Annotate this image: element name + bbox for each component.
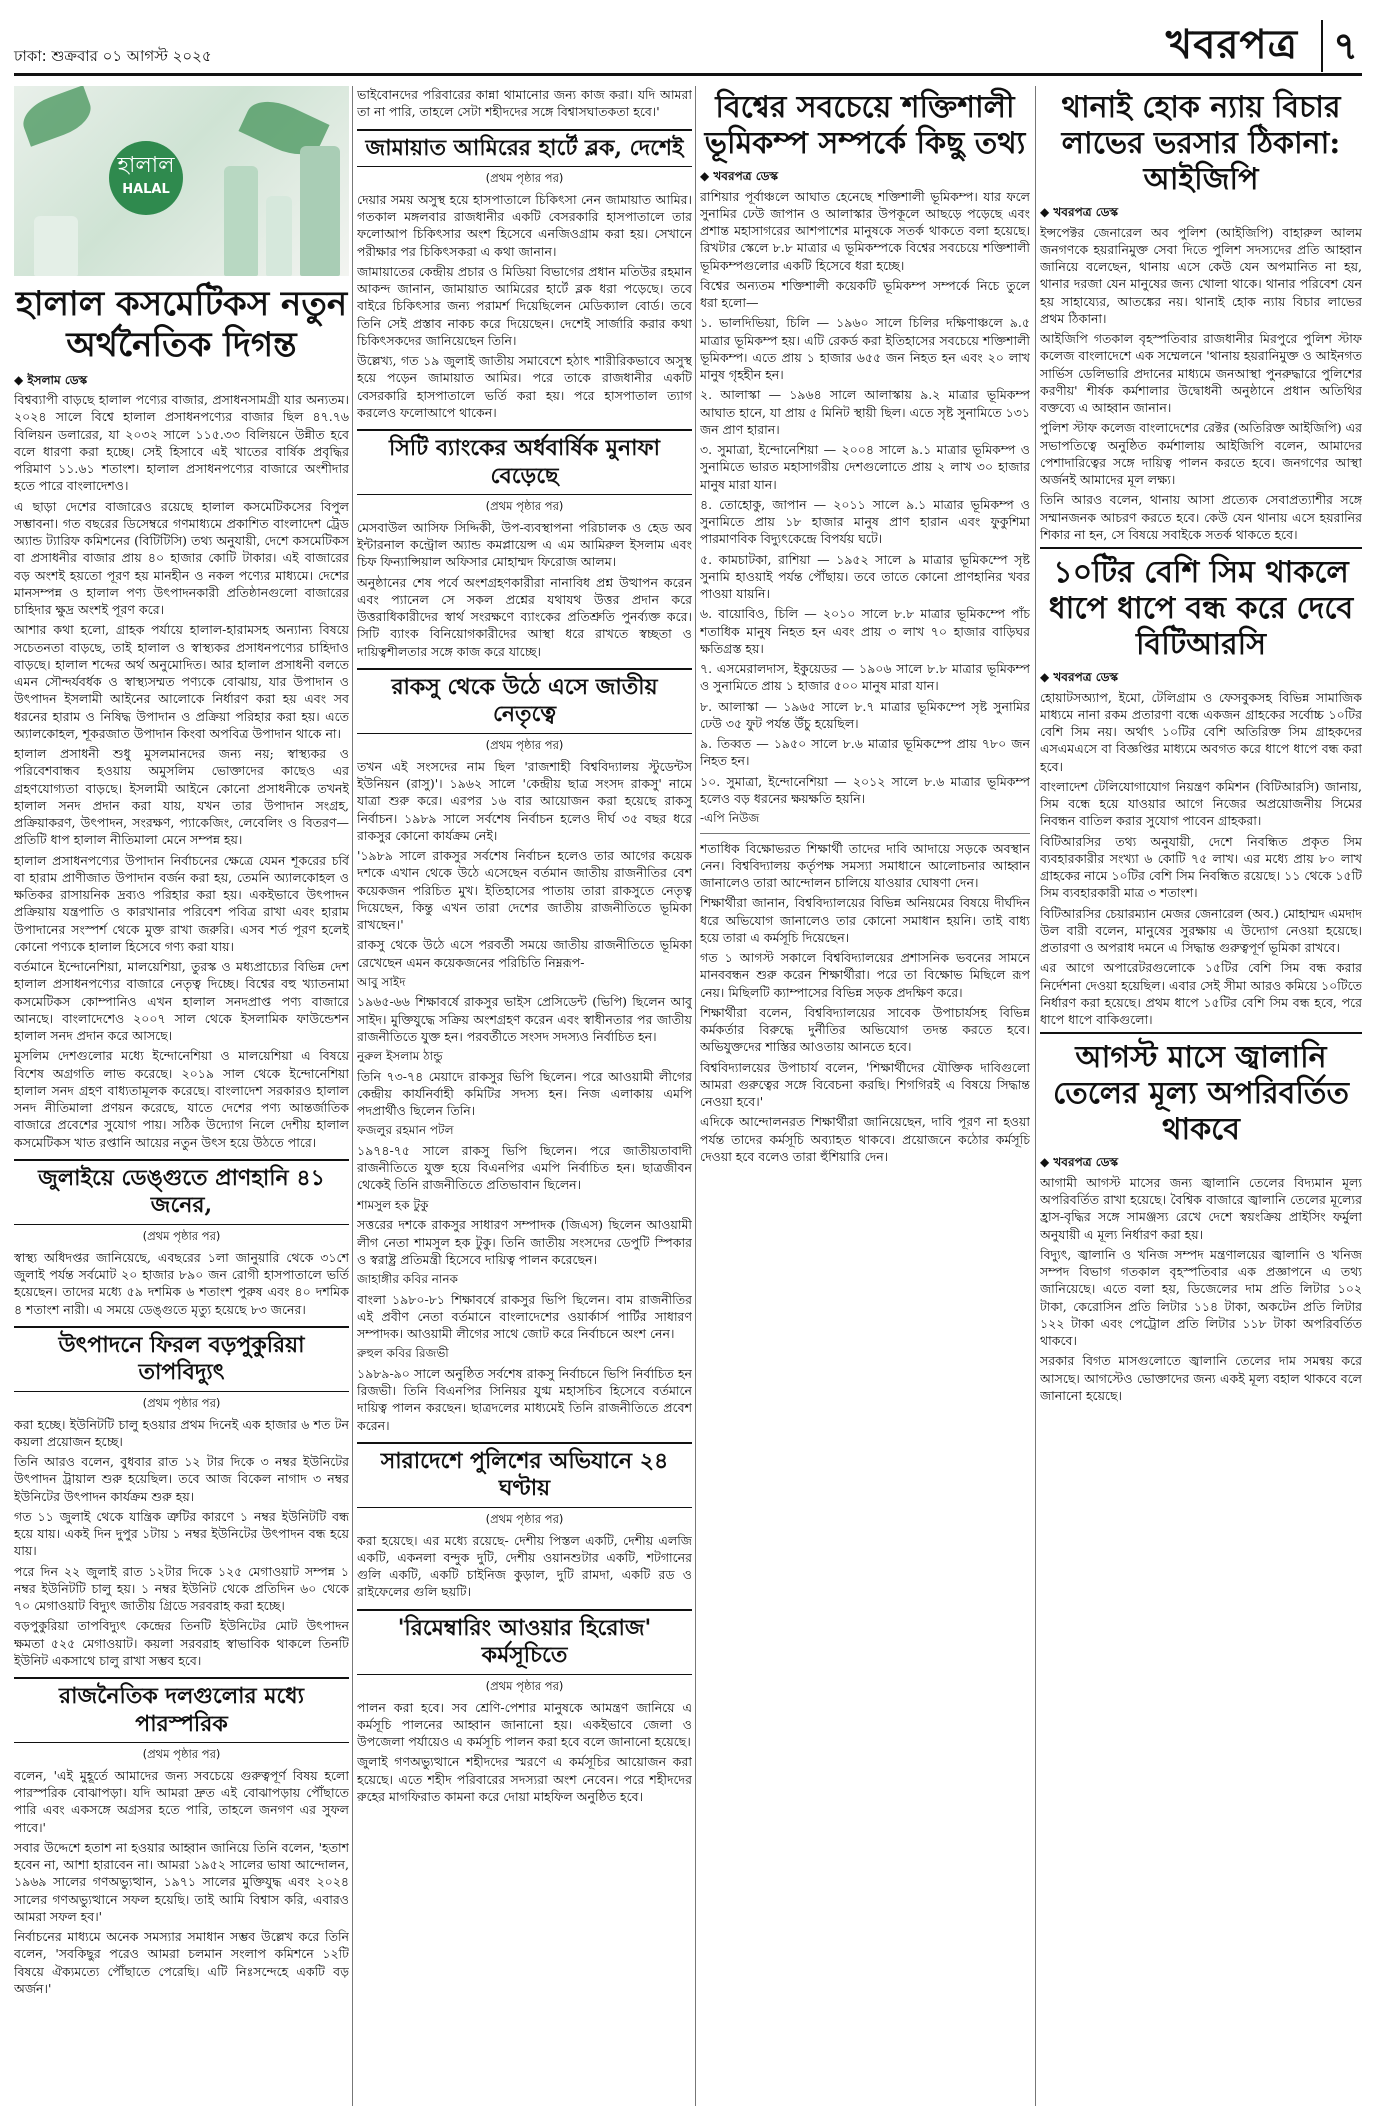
list-item: ৬. বায়োবিও, চিলি — ২০১০ সালে ৮.৮ মাত্রার ভূমিকম্পে পাঁচ শতাধিক মানুষ নিহত হন এবং প্রায় ৩ লাখ ৭০ হাজার বাড়িঘর ক্ষতিগ্রস্ত হয়।: [700, 606, 1030, 656]
article-paragraph: উল্লেখ্য, গত ১৯ জুলাই জাতীয় সমাবেশে হঠাৎ শারীরিকভাবে অসুস্থ হয়ে পড়েন জামায়াত আমির। পরে তাকে রাজধানীর একটি বেসরকারি হাসপাতালে ভর্তি করা হয়। পরে হাসপাতাল ত্যাগ করলেও ফলোআপে থাকেন।: [357, 353, 692, 420]
person-name: রুহুল কবির রিজভী: [357, 1346, 449, 1361]
article-paragraph: জুলাই গণঅভ্যুত্থানে শহীদদের স্মরণে এ কর্মসূচির আয়োজন করা হয়েছে। এতে শহীদ পরিবারের সদস্যরা অংশ নেবেন। পরে শহীদদের রুহের মাগফিরাত কামনা করে দোয়া মাহফিল অনুষ্ঠিত হবে।: [357, 1754, 692, 1804]
bottle-shape: [300, 146, 340, 276]
list-item: ২. আলাস্কা — ১৯৬৪ সালে আলাস্কায় ৯.২ মাত্রার ভূমিকম্প আঘাত হানে, যা প্রায় ৫ মিনিট স্থায়ী ছিল। এতে সৃষ্ট সুনামিতে ১৩১ জন প্রাণ হারান।: [700, 387, 1030, 437]
article-paragraph: বাংলাদেশ টেলিযোগাযোগ নিয়ন্ত্রণ কমিশন (বিটিআরসি) জানায়, সিম বন্ধে হয়ে যাওয়ার আগে নিজের অপ্রয়োজনীয় সিমের নিবন্ধন বাতিল করার সুযোগ পাবেন গ্রাহকরা।: [1040, 778, 1362, 829]
article-paragraph: রাশিয়ার পূর্বাঞ্চলে আঘাত হেনেছে শক্তিশালী ভূমিকম্প। যার ফলে সুনামির ঢেউ জাপান ও আলাস্কার উপকূলে আছড়ে পড়েছে এবং প্রশান্ত মহাসাগরের আশপাশের মানুষকে সতর্ক থাকতে বলা হয়েছে। রিখটার স্কেলে ৮.৮ মাত্রার এ ভূমিকম্পকে বিশ্বের সবচেয়ে শক্তিশালী ভূমিকম্পগুলোর একটি হিসেবে ধরা হচ্ছে।: [700, 188, 1030, 273]
article-paragraph: বর্তমানে ইন্দোনেশিয়া, মালয়েশিয়া, তুরস্ক ও মধ্যপ্রাচ্যের বিভিন্ন দেশ হালাল প্রসাধনপণ্যের বাজারে নেতৃত্ব দিচ্ছে। বিশ্বের বহু খ্যাতনামা কসমেটিকস কোম্পানিও এখন হালাল সনদপ্রাপ্ত পণ্য বাজারে আনছে। বাংলাদেশেও ২০০৭ সাল থেকে ইসলামিক ফাউন্ডেশন হালাল সনদ প্রদান করে আসছে।: [14, 959, 349, 1044]
article-paragraph: শিক্ষার্থীরা জানান, বিশ্ববিদ্যালয়ের বিভিন্ন অনিয়মের বিষয়ে দীর্ঘদিন ধরে অভিযোগ জানালেও তার কোনো সমাধান হয়নি। তাই বাধ্য হয়ে তারা এ কর্মসূচি দিয়েছেন।: [700, 895, 1030, 945]
article-paragraph: হালাল প্রসাধনপণ্যের উপাদান নির্বাচনের ক্ষেত্রে যেমন শূকরের চর্বি বা হারাম প্রাণীজাত উপাদান বর্জন করা হয়, তেমনি অ্যালকোহল ও ক্ষতিকর রাসায়নিক দ্রব্যও পরিহার করা হয়। একইভাবে উৎপাদন প্রক্রিয়ায় যন্ত্রপাতি ও কারখানার পরিবেশ পবিত্র রাখা এবং হারাম উপাদানের সংস্পর্শ থেকে মুক্ত রাখা জরুরি। এসব শর্ত পূরণ হলেই কোনো পণ্যকে হালাল হিসেবে গণ্য করা যায়।: [14, 852, 349, 954]
article-paragraph: শতাধিক বিক্ষোভরত শিক্ষার্থী তাদের দাবি আদায়ে সড়কে অবস্থান নেন। বিশ্ববিদ্যালয় কর্তৃপক্ষ সমস্যা সমাধানে আলোচনার আহ্বান জানালেও তারা আন্দোলন চালিয়ে যাওয়ার ঘোষণা দেন।: [700, 840, 1030, 891]
article-paragraph: জামায়াতের কেন্দ্রীয় প্রচার ও মিডিয়া বিভাগের প্রধান মতিউর রহমান আকন্দ জানান, জামায়াত আমিরের হার্টে ব্লক ধরা পড়েছে। তবে বাইরে চিকিৎসার জন্য পরামর্শ দিয়েছিলেন মেডিক্যাল বোর্ড। তবে তিনি সেই প্রস্তাব নাকচ করে দিয়েছেন। দেশেই সার্জারি করার কথা চিকিৎসকদের জানিয়েছেন তিনি।: [357, 263, 692, 348]
desk-credit: ◆ খবরপত্র ডেস্ক: [1040, 205, 1119, 219]
article-paragraph: শিক্ষার্থীরা বলেন, বিশ্ববিদ্যালয়ের সাবেক উপাচার্যসহ বিভিন্ন কর্মকর্তার বিরুদ্ধে দুর্নীতির অভিযোগ তদন্ত করতে হবে। অভিযুক্তদের শাস্তির আওতায় আনতে হবে।: [700, 1004, 1030, 1055]
article-paragraph: এ ছাড়া দেশের বাজারেও রয়েছে হালাল কসমেটিকসের বিপুল সম্ভাবনা। গত বছরের ডিসেম্বরে গণমাধ্যমে প্রকাশিত বাংলাদেশ ট্রেড অ্যান্ড ট্যারিফ কমিশনের (বিটিটিসি) তথ্য অনুযায়ী, দেশে কসমেটিকস বা প্রসাধনীর বাজার প্রায় ৪০ হাজার কোটি টাকার। এই বাজারের বড় অংশই হয়তো পূরণ হয় মানহীন ও নকল পণ্যের মাধ্যমে। দেশের মানসম্পন্ন ও হালাল পণ্য উৎপাদনকারী প্রতিষ্ঠানগুলো বাজারের চাহিদার ক্ষুদ্র অংশই পূরণ করে।: [14, 498, 349, 618]
person-profile: সত্তরের দশকে রাকসুর সাধারণ সম্পাদক (জিএস) ছিলেন আওয়ামী লীগ নেতা শামসুল হক টুকু। তিনি জাতীয় সংসদের ডেপুটি স্পিকার ও স্বরাষ্ট্র প্রতিমন্ত্রী হিসেবে দায়িত্ব পালন করেছেন।: [357, 1217, 692, 1267]
article-paragraph: তিনি আরও বলেন, বুধবার রাত ১২ টার দিকে ৩ নম্বর ইউনিটের উৎপাদন ট্রায়াল শুরু হয়েছিল। তবে আজ বিকেল নাগাদ ৩ নম্বর ইউনিটের উৎপাদন কার্যক্রম শুরু হয়।: [14, 1454, 349, 1504]
article-paragraph: হোয়াটসঅ্যাপ, ইমো, টেলিগ্রাম ও ফেসবুকসহ বিভিন্ন সামাজিক মাধ্যমে নানা রকম প্রতারণা বন্ধে একজন গ্রাহকের সর্বোচ্চ ১০টির বেশি সিম নয়। অর্থাৎ ১০টির বেশি অতিরিক্ত সিম গ্রাহকদের এসএমএসে বা বিজ্ঞপ্তির মাধ্যমে অবগত করে ধাপে ধাপে বন্ধ করা হবে।: [1040, 689, 1362, 774]
headline-politics: রাজনৈতিক দলগুলোর মধ্যে পারস্পরিক: [14, 1677, 349, 1743]
continuation-note: (প্রথম পৃষ্ঠার পর): [142, 1747, 221, 1762]
desk-credit: ◆ খবরপত্র ডেস্ক: [1040, 1155, 1119, 1170]
headline-dengue: জুলাইয়ে ডেঙ্গুতে প্রাণহানি ৪১ জনের,: [14, 1159, 349, 1225]
newspaper-logo: খবরপত্র: [1165, 22, 1298, 68]
article-paragraph: পুলিশ স্টাফ কলেজ বাংলাদেশের রেক্টর (অতিরিক্ত আইজিপি) এর সভাপতিত্বে অনুষ্ঠিত কর্মশালায় আইজিপি বলেন, আমাদের পেশাদারিত্বের সঙ্গে দায়িত্ব পালন করতে হবে। জনগণের আস্থা অর্জনই আমাদের মূল লক্ষ্য।: [1040, 420, 1362, 488]
article-paragraph: আইজিপি গতকাল বৃহস্পতিবার রাজধানীর মিরপুরে পুলিশ স্টাফ কলেজ বাংলাদেশে এক সম্মেলনে 'থানায় হয়রানিমুক্ত ও আইনগত সার্ভিস ডেলিভারি প্রদানের মাধ্যমে জনআস্থা পুনরুদ্ধারে পুলিশের করণীয়' শীর্ষক কর্মশালার উদ্বোধনী অনুষ্ঠানে প্রধান অতিথির বক্তব্যে এ আহ্বান জানান।: [1040, 331, 1362, 416]
section-divider: [700, 833, 1030, 834]
person-name: শামসুল হক টুকু: [357, 1197, 429, 1212]
article-paragraph: দেয়ার সময় অসুস্থ হয়ে হাসপাতালে চিকিৎসা নেন জামায়াত আমির। গতকাল মঙ্গলবার রাজধানীর একটি বেসরকারি হাসপাতালে তার ফলোআপ চিকিৎসার অংশ হিসেবে এনজিওগ্রাম করা হয়। সেখানে পরীক্ষার পর চিকিৎসকরা এ কথা জানান।: [357, 191, 692, 259]
page-number: ৭: [1321, 20, 1358, 72]
article-paragraph: বলেন, 'এই মুহূর্তে আমাদের জন্য সবচেয়ে গুরুত্বপূর্ণ বিষয় হলো পারস্পরিক বোঝাপড়া। যদি আমরা দ্রুত এই বোঝাপড়ায় পৌঁছাতে পারি এবং একসঙ্গে অগ্রসর হতে পারি, তাহলে জনগণ এর সুফল পাবে।': [14, 1767, 349, 1835]
article-paragraph: এদিকে আন্দোলনরত শিক্ষার্থীরা জানিয়েছেন, দাবি পূরণ না হওয়া পর্যন্ত তাদের কর্মসূচি অব্যাহত থাকবে। প্রয়োজনে কঠোর কর্মসূচি দেওয়া হবে বলেও তারা হুঁশিয়ারি দেন।: [700, 1114, 1030, 1164]
list-item: ৮. আলাস্কা — ১৯৬৫ সালে ৮.৭ মাত্রার ভূমিকম্পে সৃষ্ট সুনামির ঢেউ ৩৫ ফুট পর্যন্ত উঁচু হয়েছিল।: [700, 698, 1030, 731]
article-paragraph: বড়পুকুরিয়া তাপবিদ্যুৎ কেন্দ্রের তিনটি ইউনিটের মোট উৎপাদন ক্ষমতা ৫২৫ মেগাওয়াট। কয়লা সরবরাহ স্বাভাবিক থাকলে তিনটি ইউনিট একসাথে চালু রাখা সম্ভব হবে।: [14, 1618, 349, 1668]
bottle-shape: [224, 166, 258, 276]
article-paragraph: তিনি আরও বলেন, থানায় আসা প্রত্যেক সেবাপ্রত্যাশীর সঙ্গে সম্মানজনক আচরণ করতে হবে। কেউ যেন থানায় এসে হয়রানির শিকার না হন, সে বিষয়ে সবাইকে সতর্ক থাকতে হবে।: [1040, 492, 1362, 542]
continuation-note: (প্রথম পৃষ্ঠার পর): [142, 1228, 221, 1243]
article-paragraph: বিশ্বের অন্যতম শক্তিশালী কয়েকটি ভূমিকম্প সম্পর্কে নিচে তুলে ধরা হলো—: [700, 277, 1030, 311]
person-profile: বাংলা ১৯৮০-৮১ শিক্ষাবর্ষে রাকসুর ভিপি ছিলেন। বাম রাজনীতির এই প্রবীণ নেতা বর্তমানে বাংলাদেশের ওয়ার্কার্স পার্টির সাধারণ সম্পাদক। আওয়ামী লীগের সাথে জোট করে নির্বাচনে অংশ নেন।: [357, 1291, 692, 1342]
column-1: [14, 86, 349, 2106]
article-paragraph: বিটিআরসির তথ্য অনুযায়ী, দেশে নিবন্ধিত প্রকৃত সিম ব্যবহারকারীর সংখ্যা ৬ কোটি ৭৫ লাখ। এর মধ্যে প্রায় ৮০ লাখ গ্রাহকের নামে ১০টির বেশি সিম নিবন্ধিত রয়েছে। ১১ থেকে ১৫টি সিম ব্যবহারকারী মাত্র ৩ শতাংশ।: [1040, 833, 1362, 901]
list-item: ৭. এসমেরালদাস, ইকুয়েডর — ১৯০৬ সালে ৮.৮ মাত্রার ভূমিকম্প ও সুনামিতে প্রায় ১ হাজার ৫০০ মানুষ মারা যান।: [700, 661, 1030, 694]
article-paragraph: পালন করা হবে। সব শ্রেণি-পেশার মানুষকে আমন্ত্রণ জানিয়ে এ কর্মসূচি পালনের আহ্বান জানানো হয়। একইভাবে জেলা ও উপজেলা পর্যায়েও এ কর্মসূচি পালন করা হবে বলে জানানো হয়েছে।: [357, 1699, 692, 1750]
list-item: ১. ভালদিভিয়া, চিলি — ১৯৬০ সালে চিলির দক্ষিণাঞ্চলে ৯.৫ মাত্রার ভূমিকম্প হয়। এটি রেকর্ড করা ইতিহাসের সবচেয়ে শক্তিশালী ভূমিকম্প। এতে প্রায় ১ হাজার ৬৫৫ জন নিহত হন এবং ২০ লাখ মানুষ গৃহহীন হন।: [700, 315, 1030, 383]
continuation-note: (প্রথম পৃষ্ঠার পর): [485, 1511, 564, 1526]
headline-city-bank: সিটি ব্যাংকের অর্ধবার্ষিক মুনাফা বেড়েছে: [357, 429, 692, 495]
column-divider: [695, 86, 696, 2106]
person-name: আবু সাইদ: [357, 974, 406, 989]
desk-credit: ◆ খবরপত্র ডেস্ক: [1040, 670, 1119, 685]
headline-police: সারাদেশে পুলিশের অভিযানে ২৪ ঘণ্টায়: [357, 1442, 692, 1508]
headline-power-plant: উৎপাদনে ফিরল বড়পুকুরিয়া তাপবিদ্যুৎ: [14, 1326, 349, 1392]
person-profile: ১৯৮৯-৯০ সালে অনুষ্ঠিত সর্বশেষ রাকসু নির্বাচনে ভিপি নির্বাচিত হন রিজভী। তিনি বিএনপির সিনিয়র যুগ্ম মহাসচিব হিসেবে বর্তমানে দায়িত্ব পালন করছেন। ছাত্রদলের মাধ্যমেই তিনি রাজনীতিতে প্রবেশ করেন।: [357, 1365, 692, 1433]
article-paragraph: রাকসু থেকে উঠে এসে পরবর্তী সময়ে জাতীয় রাজনীতিতে ভূমিকা রেখেছেন এমন কয়েকজনের পরিচিতি নিম্নরূপ-: [357, 937, 692, 970]
article-paragraph: সবার উদ্দেশে হতাশ না হওয়ার আহ্বান জানিয়ে তিনি বলেন, 'হতাশ হবেন না, আশা হারাবেন না। আমরা ১৯৫২ সালের ভাষা আন্দোলন, ১৯৬৯ সালের গণঅভ্যুত্থান, ১৯৭১ সালের মুক্তিযুদ্ধ এবং ২০২৪ সালের গণঅভ্যুত্থানে সফল হয়েছি। তাই আমি বিশ্বাস করি, এবারও আমরা সফল হব।': [14, 1839, 349, 1924]
article-paragraph: পরে দিন ২২ জুলাই রাত ১২টার দিকে ১২৫ মেগাওয়াট সম্পন্ন ১ নম্বর ইউনিটটি চালু হয়। ১ নম্বর ইউনিট থেকে প্রতিদিন ৬০ থেকে ৭০ মেগাওয়াট বিদ্যুৎ জাতীয় গ্রিডে সরবরাহ করা হচ্ছে।: [14, 1563, 349, 1614]
desk-credit: ◆ ইসলাম ডেস্ক: [14, 372, 88, 387]
article-paragraph: সরকার বিগত মাসগুলোতে জ্বালানি তেলের দাম সমন্বয় করে আসছে। আগস্টেও ভোক্তাদের জন্য একই মূল্য বহাল থাকবে বলে জানানো হয়েছে।: [1040, 1353, 1362, 1403]
dateline: ঢাকা: শুক্রবার ০১ আগস্ট ২০২৫: [14, 47, 212, 65]
continuation-note: (প্রথম পৃষ্ঠার পর): [142, 1395, 221, 1410]
person-profile: ১৯৬৫-৬৬ শিক্ষাবর্ষে রাকসুর ভাইস প্রেসিডেন্ট (ভিপি) ছিলেন আবু সাইদ। মুক্তিযুদ্ধে সক্রিয় অংশগ্রহণ করেন এবং স্বাধীনতার পর জাতীয় রাজনীতিতে যুক্ত হন। পরবর্তীতে সংসদ সদস্যও নির্বাচিত হন।: [357, 994, 692, 1044]
article-paragraph: বিশ্ববিদ্যালয়ের উপাচার্য বলেন, 'শিক্ষার্থীদের যৌক্তিক দাবিগুলো আমরা গুরুত্বের সঙ্গে বিবেচনা করছি। শিগগিরই এ বিষয়ে সিদ্ধান্ত নেওয়া হবে।': [700, 1059, 1030, 1110]
article-paragraph: ইন্সপেক্টর জেনারেল অব পুলিশ (আইজিপি) বাহারুল আলম জনগণকে হয়রানিমুক্ত সেবা দিতে পুলিশ সদস্যদের প্রতি আহ্বান জানিয়ে বলেছেন, থানায় এসে কেউ যেন অপমানিত না হয়, থানার দরজা যেন মানুষের জন্য খোলা থাকে। থানার পরিবেশ যেন হয় সাহায্যের, আতঙ্কের নয়। থানাই হোক ন্যায় বিচার লাভের প্রথম ঠিকানা।: [1040, 224, 1362, 326]
article-paragraph: মেসবাউল আসিফ সিদ্দিকী, উপ-ব্যবস্থাপনা পরিচালক ও হেড অব ইন্টারনাল কন্ট্রোল অ্যান্ড কমপ্লায়েন্স এ এম আমিরুল ইসলাম এবং চিফ ফিন্যান্সিয়াল অফিসার মোহাম্মদ ফিরোজ আলম।: [357, 519, 692, 570]
article-paragraph: স্বাস্থ্য অধিদপ্তর জানিয়েছে, এবছরের ১লা জানুয়ারি থেকে ৩১শে জুলাই পর্যন্ত সর্বমোট ২০ হাজার ৮৯০ জন রোগী হাসপাতালে ভর্তি হয়েছেন। তাদের মধ্যে ৫৯ দশমিক ৬ শতাংশ পুরুষ এবং ৪০ দশমিক ৪ শতাংশ নারী। এ সময়ে ডেঙ্গুতে মৃত্যু হয়েছে ৮৩ জনের।: [14, 1249, 349, 1317]
leaf-shape: [17, 86, 96, 147]
continuation-note: (প্রথম পৃষ্ঠার পর): [485, 171, 564, 185]
article-paragraph: '১৯৮৯ সালে রাকসুর সর্বশেষ নির্বাচন হলেও তার আগের কয়েক দশকে এখান থেকে উঠে এসেছেন বর্তমান জাতীয় রাজনীতির বেশ কয়েকজন পরিচিত মুখ। ইতিহাসের পাতায় তারা রাকসুতে নেতৃত্ব দিয়েছেন, কিন্তু এখন তারা দেশের জাতীয় রাজনীতিতে ভূমিকা রাখছেন।': [357, 848, 692, 933]
list-item: ৫. কামচাটকা, রাশিয়া — ১৯৫২ সালে ৯ মাত্রার ভূমিকম্পে সৃষ্ট সুনামি হাওয়াই পর্যন্ত পৌঁছায়। তবে তাতে কোনো প্রাণহানির খবর পাওয়া যায়নি।: [700, 551, 1030, 602]
person-profile: তিনি ৭৩-৭৪ মেয়াদে রাকসুর ভিপি ছিলেন। পরে আওয়ামী লীগের কেন্দ্রীয় কার্যনির্বাহী কমিটির সদস্য হন। নিজ এলাকায় এমপি পদপ্রার্থীও ছিলেন তিনি।: [357, 1068, 692, 1119]
list-item: ৩. সুমাত্রা, ইন্দোনেশিয়া — ২০০৪ সালে ৯.১ মাত্রার ভূমিকম্প ও সুনামিতে ভারত মহাসাগরীয় দেশগুলোতে প্রায় ২ লাখ ৩০ হাজার মানুষ মারা যান।: [700, 442, 1030, 492]
column-2: [357, 86, 692, 2106]
article-paragraph: বিদ্যুৎ, জ্বালানি ও খনিজ সম্পদ মন্ত্রণালয়ের জ্বালানি ও খনিজ সম্পদ বিভাগ গতকাল বৃহস্পতিবার এক প্রজ্ঞাপনে এ তথ্য জানিয়েছে। এতে বলা হয়, ডিজেলের দাম প্রতি লিটার ১০২ টাকা, কেরোসিন প্রতি লিটার ১১৪ টাকা, অকটেন প্রতি লিটার ১২২ টাকা এবং পেট্রোল প্রতি লিটার ১১৮ টাকা অপরিবর্তিত থাকবে।: [1040, 1246, 1362, 1349]
article-paragraph: অনুষ্ঠানের শেষ পর্বে অংশগ্রহণকারীরা নানাবিধ প্রশ্ন উত্থাপন করেন এবং প্যানেল সে সকল প্রশ্নের যথাযথ উত্তর প্রদান করে উত্তরাধিকারীদের স্বার্থ সংরক্ষণে ব্যাংকের প্রতিশ্রুতি পুনর্ব্যক্ত করে। সিটি ব্যাংক বিনিয়োগকারীদের আস্থা ধরে রাখতে স্বচ্ছতা ও দায়িত্বশীলতার সঙ্গে কাজ করে যাচ্ছে।: [357, 574, 692, 659]
continuation-note: (প্রথম পৃষ্ঠার পর): [485, 499, 564, 514]
headline-heroes: 'রিমেম্বারিং আওয়ার হিরোজ' কর্মসূচিতে: [357, 1609, 692, 1675]
headline-halal: হালাল কসমেটিকস নতুন অর্থনৈতিক দিগন্ত: [15, 284, 348, 365]
list-item: ১০. সুমাত্রা, ইন্দোনেশিয়া — ২০১২ সালে ৮.৬ মাত্রার ভূমিকম্প হলেও বড় ধরনের ক্ষয়ক্ষতি হয়নি।: [700, 773, 1030, 806]
person-name: জাহাঙ্গীর কবির নানক: [357, 1272, 458, 1287]
article-paragraph: করা হয়েছে। এর মধ্যে রয়েছে- দেশীয় পিস্তল একটি, দেশীয় এলজি একটি, একনলা বন্দুক দুটি, দেশীয় ওয়ানশুটার একটি, শটগানের গুলি একটি, একটি চাইনিজ কুড়াল, দুটি রামদা, একটি রড ও রাইফেলের গুলি ছয়টি।: [357, 1532, 692, 1600]
article-paragraph: এর আগে অপারেটরগুলোকে ১৫টির বেশি সিম বন্ধ করার নির্দেশনা দেওয়া হয়েছিল। এবার সেই সীমা আরও কমিয়ে ১০টিতে নির্ধারণ করা হয়েছে। প্রথম ধাপে ১৫টির বেশি সিম বন্ধ হবে, পরে ধাপে ধাপে বাকিগুলো।: [1040, 960, 1362, 1028]
article-paragraph: আগামী আগস্ট মাসের জন্য জ্বালানি তেলের বিদ্যমান মূল্য অপরিবর্তিত রাখা হয়েছে। বৈশ্বিক বাজারে জ্বালানি তেলের মূল্যের হ্রাস-বৃদ্ধির সঙ্গে সামঞ্জস্য রেখে দেশে স্বয়ংক্রিয় প্রাইসিং ফর্মুলা অনুযায়ী এ মূল্য নির্ধারণ করা হয়।: [1040, 1174, 1362, 1242]
article-paragraph: বিটিআরসির চেয়ারম্যান মেজর জেনারেল (অব.) মোহাম্মদ এমদাদ উল বারী বলেন, মানুষের সুরক্ষায় এ উদ্যোগ নেওয়া হয়েছে। প্রতারণা ও অপরাধ দমনে এ সিদ্ধান্ত গুরুত্বপূর্ণ ভূমিকা রাখবে।: [1040, 905, 1362, 956]
continuation-note: (প্রথম পৃষ্ঠার পর): [485, 1678, 564, 1693]
headline-earthquake: বিশ্বের সবচেয়ে শক্তিশালী ভূমিকম্প সম্পর্কে কিছু তথ্য: [704, 90, 1026, 161]
list-item: ৯. তিব্বত — ১৯৫০ সালে ৮.৬ মাত্রার ভূমিকম্পে প্রায় ৭৮০ জন নিহত হন।: [700, 736, 1030, 769]
article-paragraph: করা হচ্ছে। ইউনিটটি চালু হওয়ার প্রথম দিনেই এক হাজার ৬ শত টন কয়লা প্রয়োজন হচ্ছে।: [14, 1416, 349, 1449]
article-paragraph: ভাইবোনদের পরিবারের কান্না থামানোর জন্য কাজ করা। যদি আমরা তা না পারি, তাহলে সেটা শহীদদের সঙ্গে বিশ্বাসঘাতকতা হবে।': [357, 87, 692, 120]
halal-badge-bangla: হালাল: [117, 153, 175, 178]
headline-igp: থানাই হোক ন্যায় বিচার লাভের ভরসার ঠিকানা: আইজিপি: [1061, 90, 1341, 197]
halal-cosmetics-photo: [14, 86, 349, 276]
halal-badge: [109, 141, 183, 215]
headline-jamaat: জামায়াত আমিরের হার্টে ব্লক, দেশেই: [357, 129, 692, 168]
headline-fuel: আগস্ট মাসে জ্বালানি তেলের মূল্য অপরিবর্তিত থাকবে: [1040, 1032, 1362, 1148]
list-item: ৪. তোহোকু, জাপান — ২০১১ সালে ৯.১ মাত্রার ভূমিকম্প ও সুনামিতে প্রায় ১৮ হাজার মানুষ প্রাণ হারান এবং ফুকুশিমা পারমাণবিক বিদ্যুৎকেন্দ্রে বিপর্যয় ঘটে।: [700, 496, 1030, 547]
desk-credit: ◆ খবরপত্র ডেস্ক: [700, 169, 779, 183]
article-paragraph: মুসলিম দেশগুলোর মধ্যে ইন্দোনেশিয়া ও মালয়েশিয়া এ বিষয়ে বিশেষ অগ্রগতি লাভ করেছে। ২০১৯ সাল থেকে ইন্দোনেশিয়া হালাল সনদ গ্রহণ বাধ্যতামূলক করেছে। বাংলাদেশ সরকারও হালাল সনদ নীতিমালা প্রণয়ন করেছে, যাতে দেশের পণ্য আন্তর্জাতিক বাজারে প্রবেশের সুযোগ পায়। সঠিক উদ্যোগ নিলে দেশীয় হালাল কসমেটিকস খাত রপ্তানি আয়ের নতুন উৎস হয়ে উঠতে পারে।: [14, 1048, 349, 1150]
continuation-note: (প্রথম পৃষ্ঠার পর): [485, 737, 564, 752]
person-name: ফজলুর রহমান পটল: [357, 1123, 454, 1138]
headline-raksu: রাকসু থেকে উঠে এসে জাতীয় নেতৃত্বে: [357, 668, 692, 734]
headline-sim: ১০টির বেশি সিম থাকলে ধাপে ধাপে বন্ধ করে দেবে বিটিআরসি: [1040, 547, 1362, 663]
bottle-shape: [266, 196, 292, 276]
article-paragraph: গত ১ আগস্ট সকালে বিশ্ববিদ্যালয়ের প্রশাসনিক ভবনের সামনে মানববন্ধন শুরু করেন শিক্ষার্থীরা। পরে তা বিক্ষোভ মিছিলে রূপ নেয়। মিছিলটি ক্যাম্পাসের বিভিন্ন সড়ক প্রদক্ষিণ করে।: [700, 950, 1030, 1000]
column-divider: [352, 86, 353, 2106]
masthead: [14, 14, 1362, 76]
source-credit: -এপি নিউজ: [700, 811, 760, 826]
article-paragraph: বিশ্বব্যাপী বাড়ছে হালাল পণ্যের বাজার, প্রসাধনসামগ্রী যার অন্যতম। ২০২৪ সালে বিশ্বে হালাল প্রসাধনপণ্যের বাজার ছিল ৪৭.৭৬ বিলিয়ন ডলারের, যা ২০৩২ সালে ১১৫.৩৩ বিলিয়নে উন্নীত হবে বলে ধারণা করা হচ্ছে। সেই হিসাবে এই খাতের বার্ষিক প্রবৃদ্ধির পরিমাণ ১১.৬১ শতাংশ। হালাল প্রসাধনপণ্যের বাজারে অংশীদার হতে পারে বাংলাদেশও।: [14, 392, 349, 494]
column-4: [1040, 86, 1362, 2106]
jar-shape: [34, 216, 78, 276]
person-profile: ১৯৭৪-৭৫ সালে রাকসু ভিপি ছিলেন। পরে জাতীয়তাবাদী রাজনীতিতে যুক্ত হয়ে বিএনপির এমপি নির্বাচিত হন। ছাত্রজীবন থেকেই তিনি রাজনীতিতে প্রতিভাবান ছিলেন।: [357, 1142, 692, 1193]
article-paragraph: নির্বাচনের মাধ্যমে অনেক সমস্যার সমাধান সম্ভব উল্লেখ করে তিনি বলেন, 'সবকিছুর পরেও আমরা চলমান সংলাপ কমিশনে ১২টি বিষয়ে ঐক্যমত্যে পৌঁছাতে পেরেছি। এটি নিঃসন্দেহে একটি বড় অর্জন।': [14, 1929, 349, 1996]
person-name: নুরুল ইসলাম ঠান্ডু: [357, 1049, 443, 1064]
article-paragraph: তখন এই সংসদের নাম ছিল 'রাজশাহী বিশ্ববিদ্যালয় স্টুডেন্টস ইউনিয়ন (রাসু)'। ১৯৬২ সালে 'কেন্দ্রীয় ছাত্র সংসদ রাকসু' নামে যাত্রা শুরু করে। এরপর ১৬ বার আয়োজন করা হয়েছে রাকসু নির্বাচন। ১৯৮৯ সালে সর্বশেষ নির্বাচন হলেও দীর্ঘ ৩৫ বছর ধরে রাকসুর কোনো কার্যক্রম নেই।: [357, 758, 692, 843]
article-paragraph: হালাল প্রসাধনী শুধু মুসলমানদের জন্য নয়; স্বাস্থ্যকর ও পরিবেশবান্ধব হওয়ায় অমুসলিম ভোক্তাদের কাছেও এর গ্রহণযোগ্যতা বাড়ছে। ইসলামী আইনে কোনো প্রসাধনীকে তখনই হালাল সনদ প্রদান করা যায়, যখন তার উপাদান সংগ্রহ, প্রক্রিয়াকরণ, উৎপাদন, সংরক্ষণ, প্যাকেজিং, লেবেলিং ও বিতরণ—প্রতিটি ধাপ হালাল নীতিমালা মেনে সম্পন্ন হয়।: [14, 746, 349, 848]
article-paragraph: গত ১১ জুলাই থেকে যান্ত্রিক ত্রুটির কারণে ১ নম্বর ইউনিটটি বন্ধ হয়ে যায়। একই দিন দুপুর ১টায় ১ নম্বর ইউনিটের উৎপাদন বন্ধ হয়ে যায়।: [14, 1508, 349, 1559]
column-divider: [1035, 86, 1036, 2106]
halal-badge-latin: HALAL: [122, 182, 170, 198]
article-paragraph: আশার কথা হলো, গ্রাহক পর্যায়ে হালাল-হারামসহ অন্যান্য বিষয়ে সচেতনতা বাড়ছে, তাই হালাল ও স্বাস্থ্যকর প্রসাধনপণ্যের চাহিদাও বাড়ছে। হালাল শব্দের অর্থ অনুমোদিত। আর হালাল প্রসাধনী বলতে এমন সৌন্দর্যবর্ধক ও স্বাস্থ্যসম্মত পণ্যকে বোঝায়, যার উপাদান ও উৎপাদন ইসলামী আইনের আলোকে নির্ধারণ করা হয় এবং সব ধরনের হারাম ও নিষিদ্ধ উপাদান ও প্রক্রিয়া পরিহার করা হয়। এতে অ্যালকোহল, শূকরজাত উপাদান কিংবা অপবিত্র উপাদান থাকে না।: [14, 622, 349, 741]
column-3: [700, 86, 1030, 2106]
